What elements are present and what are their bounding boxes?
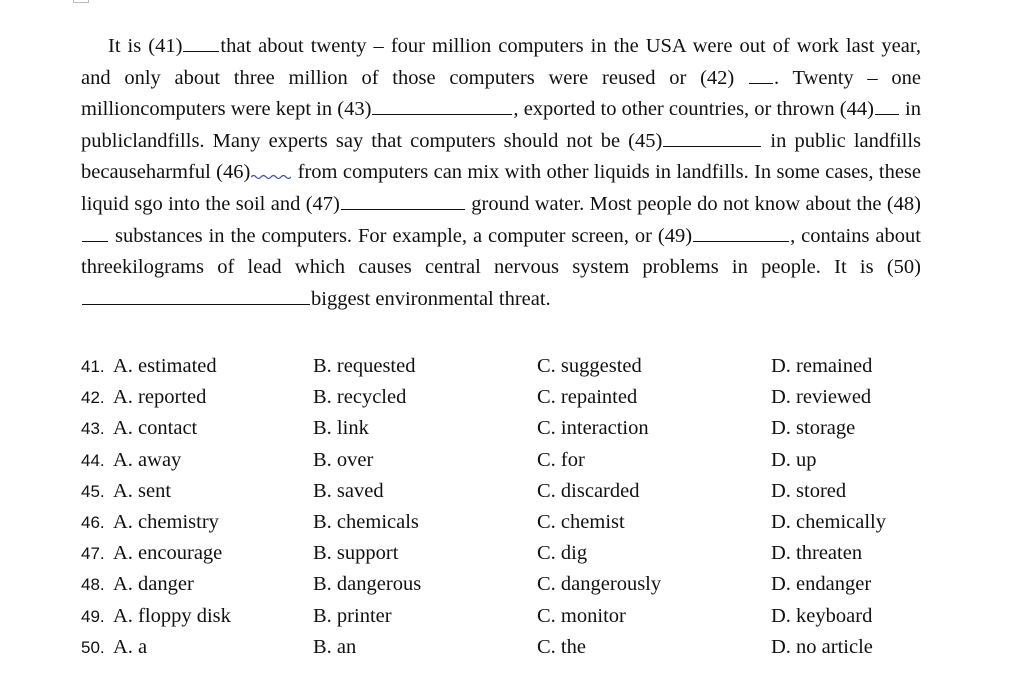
passage-text-47-48: ground water. Most people do not know about the (48) <box>465 192 921 215</box>
option-a: A. danger <box>113 573 194 596</box>
option-a: A. sent <box>113 479 172 502</box>
option-b: B. recycled <box>313 386 407 409</box>
page-corner-mark <box>73 0 89 3</box>
cloze-passage <box>81 31 921 315</box>
option-c: C. dangerously <box>537 573 662 596</box>
question-number: 44. <box>81 450 105 470</box>
option-a: A. reported <box>113 386 207 409</box>
question-number: 49. <box>81 606 105 626</box>
passage-text-42-43: . Twenty – one millioncomputers were kept in (43) <box>81 66 921 121</box>
option-c: C. repainted <box>537 386 638 409</box>
option-d: D. storage <box>771 417 856 440</box>
question-number: 42. <box>81 388 105 408</box>
question-row <box>81 632 941 663</box>
question-row <box>81 601 941 632</box>
option-a: A. estimated <box>113 355 217 377</box>
passage-paragraph <box>81 31 921 315</box>
option-d: D. endanger <box>771 573 872 596</box>
question-number: 43. <box>81 419 105 439</box>
blank-47 <box>341 208 465 210</box>
option-a: A. a <box>113 635 148 658</box>
squiggle-underline-icon <box>251 174 291 180</box>
option-c: C. suggested <box>537 355 642 377</box>
question-row <box>81 569 941 600</box>
passage-text-43-44: , exported to other countries, or thrown (44) <box>513 98 874 121</box>
passage-text-44-45: in publiclandfills. Many experts say that computers should not be (45) <box>81 98 921 152</box>
option-b: B. over <box>313 448 374 471</box>
option-b: B. saved <box>313 479 384 502</box>
option-d: D. keyboard <box>771 604 873 627</box>
option-b: B. dangerous <box>313 573 422 596</box>
option-c: C. for <box>537 448 585 471</box>
option-b: B. requested <box>313 355 416 377</box>
blank-50 <box>82 303 310 305</box>
passage-text-41-pre: It is (41) <box>108 35 183 57</box>
option-c: C. chemist <box>537 510 625 533</box>
option-d: D. no article <box>771 635 873 658</box>
question-row <box>81 476 941 507</box>
option-b: B. support <box>313 542 399 565</box>
blank-44 <box>875 113 899 115</box>
option-c: C. dig <box>537 542 588 565</box>
option-c: C. monitor <box>537 604 626 627</box>
option-a: A. contact <box>113 417 198 440</box>
question-row <box>81 351 941 382</box>
passage-text-41-42: that about twenty – four million computers in the USA were out of work last year, and only about three million of those computers were reused or (42) <box>81 35 921 89</box>
option-b: B. an <box>313 635 357 658</box>
blank-41 <box>183 50 219 52</box>
option-d: D. threaten <box>771 542 863 565</box>
blank-49 <box>693 240 789 242</box>
option-c: C. the <box>537 635 586 658</box>
blank-42 <box>749 82 773 84</box>
option-b: B. link <box>313 417 369 440</box>
option-d: D. chemically <box>771 510 886 533</box>
question-number: 47. <box>81 544 105 564</box>
question-number: 45. <box>81 481 105 501</box>
question-number: 48. <box>81 575 105 595</box>
blank-46 <box>251 174 291 180</box>
question-number: 50. <box>81 637 105 657</box>
question-row <box>81 507 941 538</box>
option-d: D. reviewed <box>771 386 872 409</box>
question-row <box>81 445 941 476</box>
passage-text-46-47: from computers can mix with other liquids in landfills. In some cases, these liquid sgo into the soil and (47) <box>81 161 921 215</box>
passage-text-48-49: substances in the computers. For example, a computer screen, or (49) <box>109 224 693 247</box>
question-number: 41. <box>81 357 105 376</box>
question-number: 46. <box>81 512 105 532</box>
option-d: D. up <box>771 448 817 471</box>
option-a: A. floppy disk <box>113 604 231 627</box>
passage-text-49-50: , contains about threekilograms of lead which causes central nervous system problems in people. It is (50) <box>81 224 921 279</box>
option-d: D. remained <box>771 355 873 377</box>
option-d: D. stored <box>771 479 847 502</box>
option-c: C. interaction <box>537 417 649 440</box>
answer-options-table <box>81 351 941 663</box>
passage-text-45-46: in public landfills becauseharmful (46) <box>81 129 922 184</box>
question-row <box>81 413 941 444</box>
option-a: A. chemistry <box>113 510 219 533</box>
blank-45 <box>663 145 761 147</box>
question-row <box>81 382 941 413</box>
option-c: C. discarded <box>537 479 640 502</box>
option-a: A. away <box>113 448 182 471</box>
blank-43 <box>372 113 512 115</box>
option-a: A. encourage <box>113 542 223 565</box>
question-row <box>81 538 941 569</box>
blank-48 <box>82 240 108 242</box>
passage-text-50-post: biggest environmental threat. <box>311 287 551 310</box>
option-b: B. printer <box>313 604 392 627</box>
option-b: B. chemicals <box>313 510 419 533</box>
